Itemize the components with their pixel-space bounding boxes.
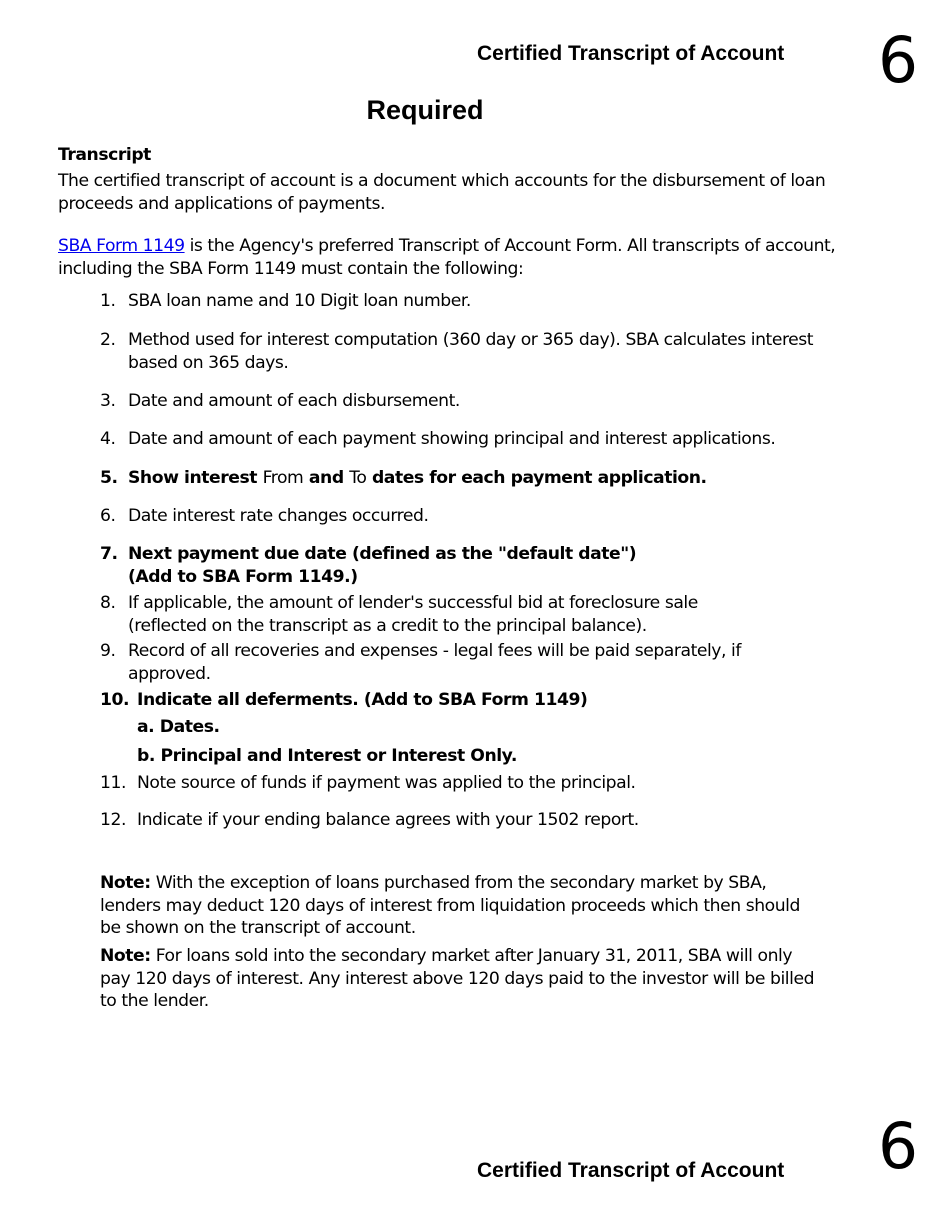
list-item-text: Indicate all deferments. (Add to SBA Form 1149) [137,690,588,710]
header-page-number: 6 [878,24,919,97]
list-item-number: 8. [100,593,116,613]
list-item-number: 9. [100,641,116,661]
list-item-number: 3. [100,391,116,411]
list-item-number: 1. [100,291,116,311]
list-item-line: (Add to SBA Form 1149.) [128,566,358,587]
header-title: Certified Transcript of Account [477,42,785,65]
list-item-text-part: and [303,468,350,488]
list-item-text: Date interest rate changes occurred. [128,506,429,526]
list-item-line: Next payment due date (defined as the "default date") [128,544,637,564]
list-item-number: 7. [100,544,118,564]
form-paragraph-text: is the Agency's preferred Transcript of Account Form. All transcripts of account, including the SBA Form 1149 must contain the following: [58,236,836,279]
list-item-number: 6. [100,506,116,526]
sba-form-1149-link[interactable]: SBA Form 1149 [58,236,185,256]
footer-title: Certified Transcript of Account [477,1159,785,1182]
list-item-number: 5. [100,468,118,488]
note-text: For loans sold into the secondary market after January 31, 2011, SBA will only pay 120 days of interest. Any interest above 120 days paid to the investor will be billed to the lender. [100,946,815,1011]
list-item-text: Record of all recoveries and expenses - legal fees will be paid separately, if approved. [128,641,741,684]
list-item-number: 11. [100,773,126,793]
note-label: Note: [100,873,151,893]
intro-paragraph: The certified transcript of account is a document which accounts for the disbursement of loan proceeds and applications of payments. [58,171,826,214]
list-item-text-part: Show interest [128,468,263,488]
list-item-text-part: From [262,468,304,488]
list-item-text: Date and amount of each disbursement. [128,391,460,411]
list-item-text: Date and amount of each payment showing principal and interest applications. [128,429,776,449]
list-item-text-part: To [349,468,367,488]
list-item-number: 12. [100,810,126,830]
list-subitem: a. Dates. [137,717,220,737]
note-paragraph [100,945,820,1013]
list-item-text: Indicate if your ending balance agrees with your 1502 report. [137,810,639,830]
note-paragraph [100,872,820,940]
list-item-text-part: dates for each payment application. [366,468,707,488]
list-item-number: 2. [100,330,116,350]
section-title: Transcript [58,145,151,165]
list-item-text: SBA loan name and 10 Digit loan number. [128,291,471,311]
list-item-number: 10. [100,690,130,710]
note-label: Note: [100,946,151,966]
list-item-text: If applicable, the amount of lender's successful bid at foreclosure sale (reflected on the transcript as a credit to the principal balance). [128,593,698,636]
list-subitem: b. Principal and Interest or Interest Only. [137,746,517,766]
list-item-text [128,467,848,490]
form-paragraph [58,235,878,280]
list-item-text [128,543,848,588]
footer-page-number: 6 [878,1110,919,1183]
page-heading: Required [366,95,484,125]
list-item-text: Method used for interest computation (360 day or 365 day). SBA calculates interest based on 365 days. [128,330,814,373]
list-item-number: 4. [100,429,116,449]
list-item-text: Note source of funds if payment was applied to the principal. [137,773,636,793]
note-text: With the exception of loans purchased from the secondary market by SBA, lenders may deduct 120 days of interest from liquidation proceeds which then should be shown on the transcript of account. [100,873,800,938]
